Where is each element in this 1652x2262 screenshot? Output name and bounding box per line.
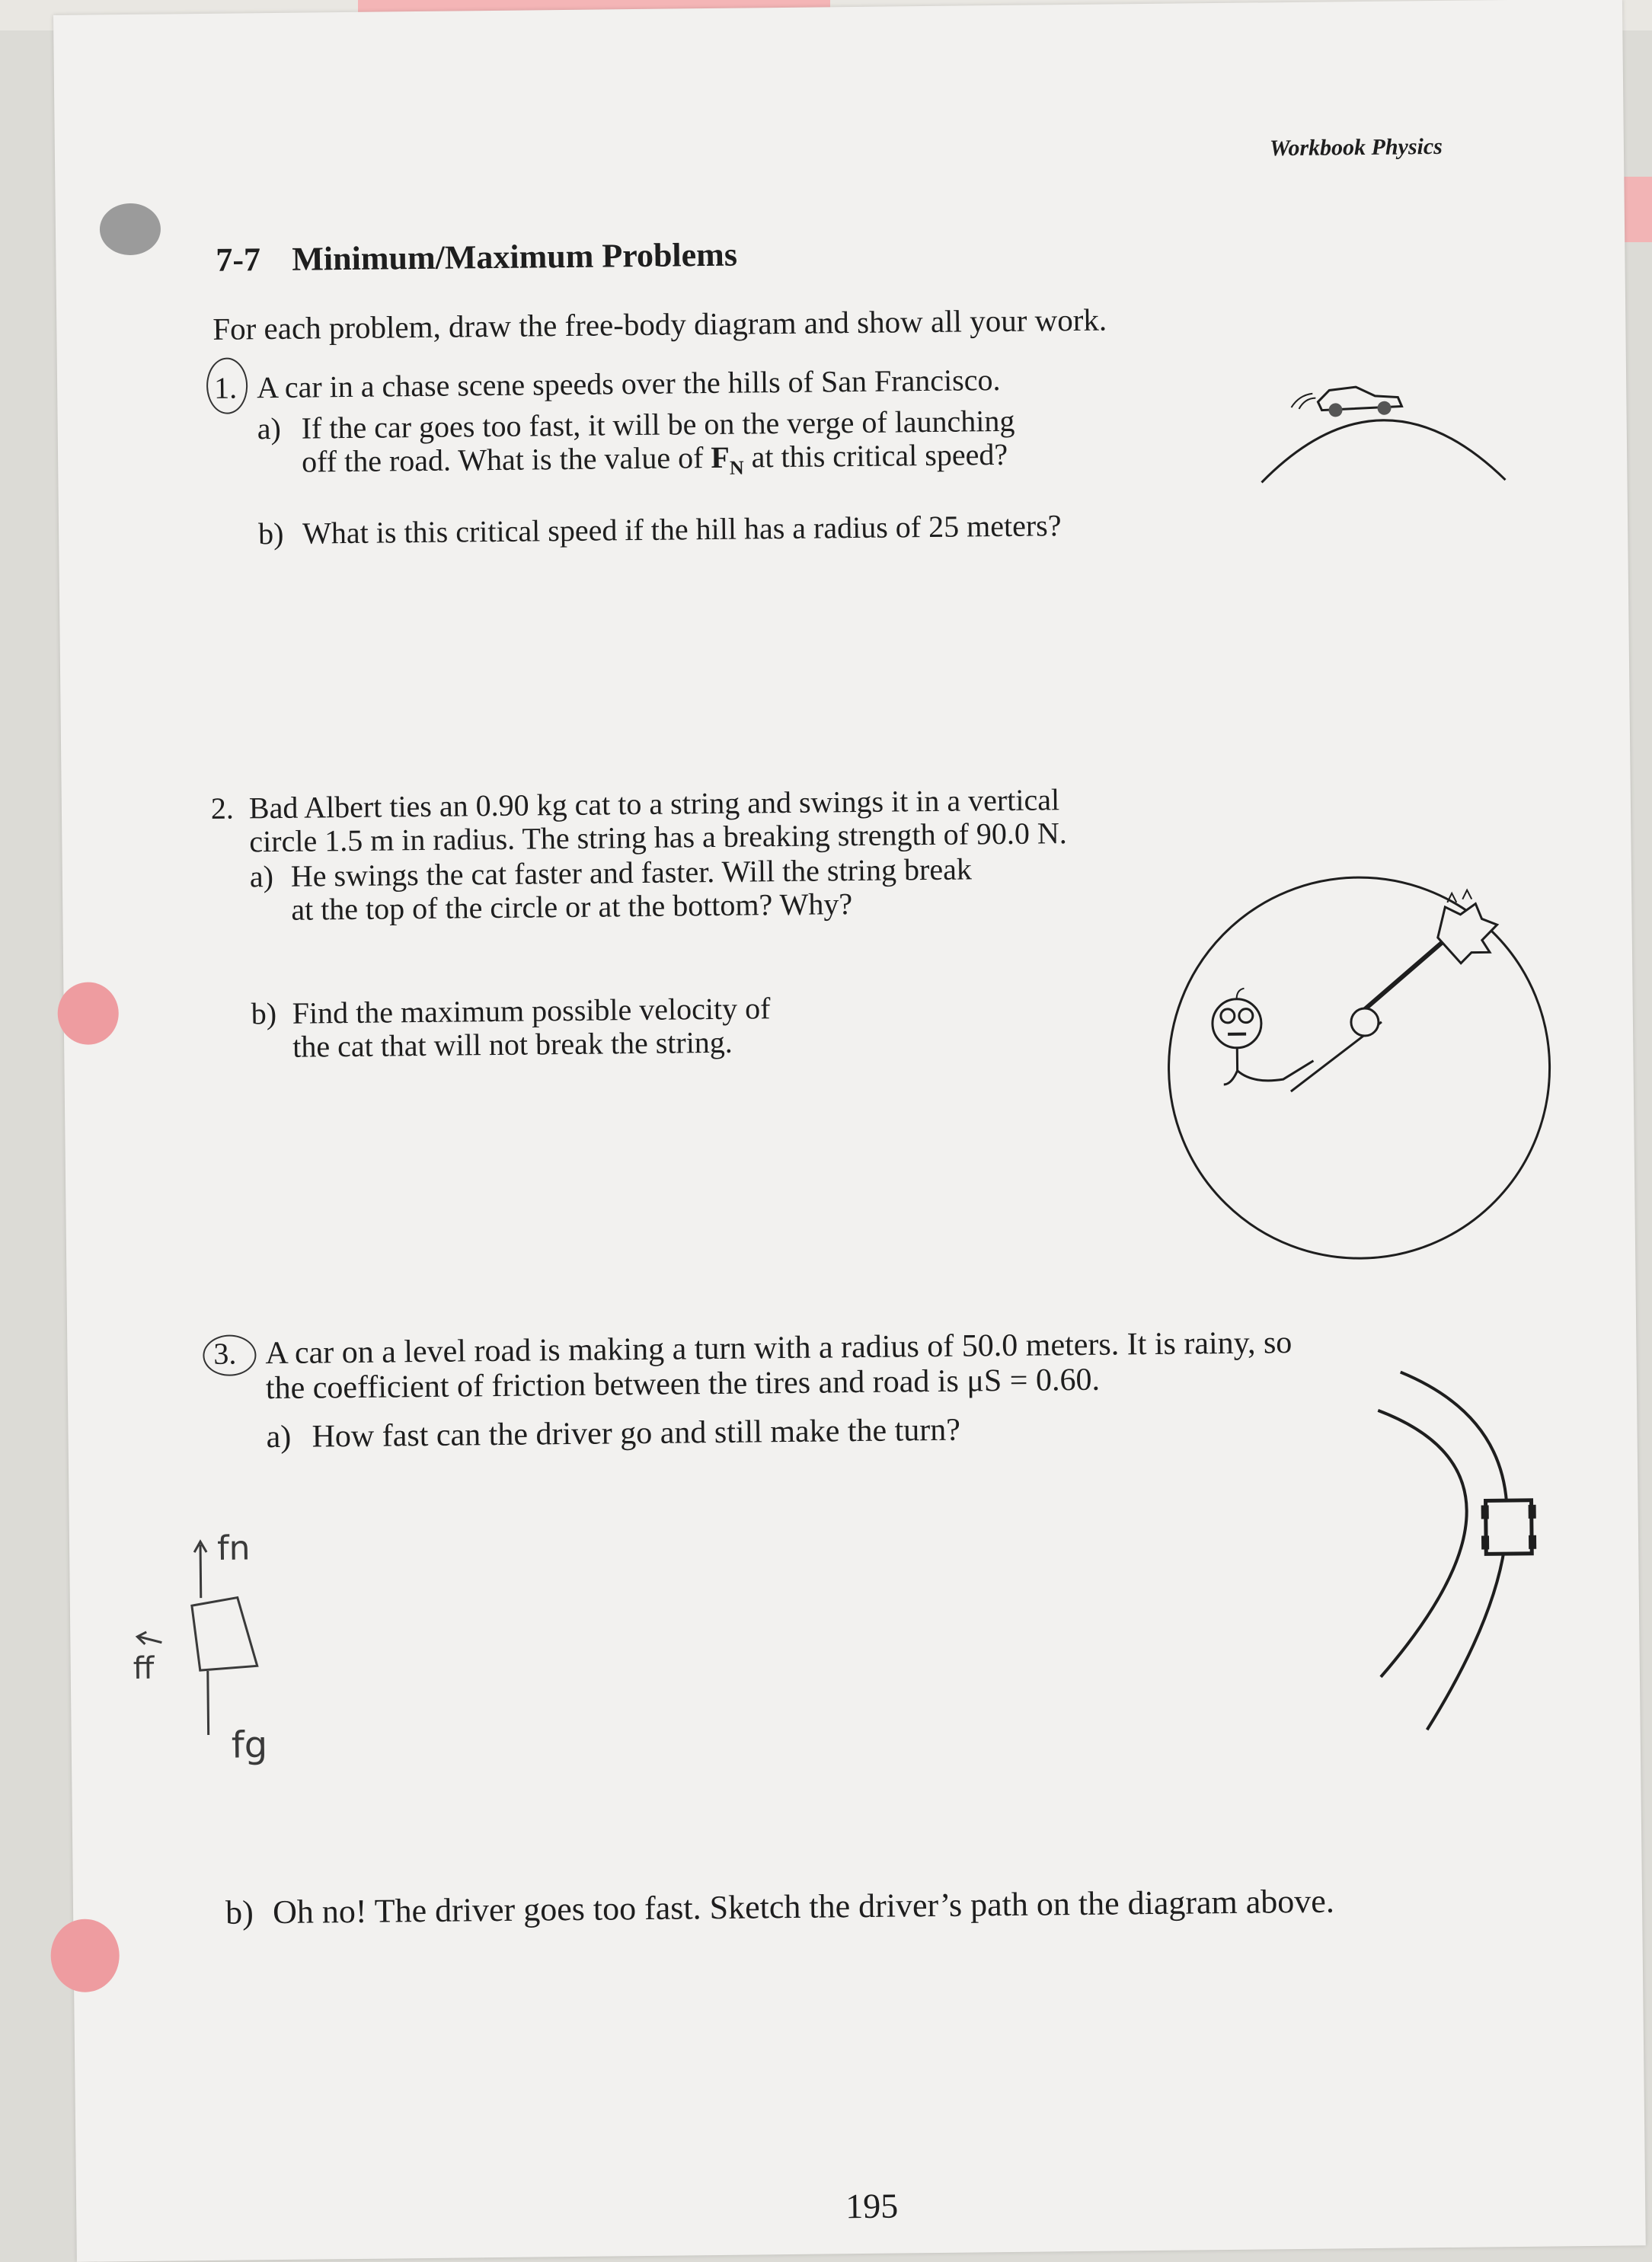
problem-2a-line2: at the top of the circle or at the bottom? Why? bbox=[291, 886, 852, 928]
problem-2a-line1: He swings the cat faster and faster. Will the string break bbox=[291, 851, 973, 894]
car-top-view-icon bbox=[1481, 1500, 1537, 1554]
problem-1a-label: a) bbox=[257, 411, 281, 447]
problem-2b-line2: the cat that will not break the string. bbox=[292, 1024, 733, 1066]
vertical-circle-figure bbox=[1159, 867, 1559, 1267]
hill-arc bbox=[1261, 419, 1506, 482]
problem-1-text: A car in a chase scene speeds over the hills of San Francisco. bbox=[257, 362, 1001, 406]
page-number: 195 bbox=[845, 2188, 898, 2225]
section-title: Minimum/Maximum Problems bbox=[292, 237, 737, 278]
fbd-box bbox=[192, 1597, 257, 1670]
car-icon bbox=[1291, 386, 1401, 417]
problem-3-line1: A car on a level road is making a turn with a radius of 50.0 meters. It is rainy, so bbox=[265, 1324, 1292, 1372]
workbook-header: Workbook Physics bbox=[1270, 129, 1443, 167]
problem-3a-label: a) bbox=[266, 1419, 291, 1455]
problem-1b-text: What is this critical speed if the hill has a radius of 25 meters? bbox=[302, 507, 1062, 551]
problem-1a-line1: If the car goes too fast, it will be on the verge of launching bbox=[301, 403, 1015, 447]
problem-2b-line1: Find the maximum possible velocity of bbox=[292, 990, 770, 1032]
albert-figure bbox=[1212, 988, 1313, 1085]
normal-force-arrow bbox=[200, 1545, 201, 1598]
problem-3a-text: How fast can the driver go and still make the turn? bbox=[312, 1412, 960, 1455]
problem-3-line2: the coefficient of friction between the tires and road is μS = 0.60. bbox=[266, 1362, 1101, 1407]
problem-3-number: 3. bbox=[213, 1336, 237, 1372]
problem-1a-line2 bbox=[302, 436, 1008, 491]
instructions: For each problem, draw the free-body diagram and show all your work. bbox=[212, 302, 1107, 347]
swing-circle bbox=[1167, 876, 1551, 1260]
binder-hole-bottom bbox=[50, 1919, 120, 1992]
problem-3b-text: Oh no! The driver goes too fast. Sketch the driver’s path on the diagram above. bbox=[273, 1883, 1334, 1931]
gravity-force-arrow bbox=[208, 1671, 209, 1735]
problem-3b-label: b) bbox=[225, 1894, 254, 1931]
problem-1-number: 1. bbox=[214, 370, 238, 407]
force-symbol: F bbox=[711, 440, 730, 474]
problem-1a-line2-post: at this critical speed? bbox=[743, 437, 1008, 474]
problem-1b-label: b) bbox=[258, 516, 284, 552]
road-inner-edge bbox=[1378, 1410, 1468, 1677]
curve-road-figure bbox=[1363, 1363, 1580, 1746]
binder-hole-top bbox=[100, 203, 161, 256]
hill-car-figure bbox=[1245, 358, 1521, 506]
problem-2-line2: circle 1.5 m in radius. The string has a breaking strength of 90.0 N. bbox=[249, 815, 1067, 860]
binder-hole-middle bbox=[57, 982, 119, 1045]
handwritten-fn-label: fn bbox=[217, 1530, 251, 1567]
worksheet-page bbox=[53, 0, 1646, 2262]
handwritten-ff-label: ff bbox=[133, 1650, 154, 1687]
string-and-arm bbox=[1289, 930, 1459, 1091]
handwritten-fg-label: fg bbox=[232, 1727, 268, 1763]
problem-1a-line2-pre: off the road. What is the value of bbox=[302, 440, 711, 479]
problem-2b-label: b) bbox=[251, 995, 276, 1032]
force-subscript: N bbox=[730, 457, 744, 479]
problem-2-number: 2. bbox=[211, 791, 235, 827]
problem-2a-label: a) bbox=[250, 858, 274, 895]
section-number: 7-7 bbox=[216, 241, 260, 279]
cat-icon bbox=[1437, 890, 1497, 963]
problem-2-line1: Bad Albert ties an 0.90 kg cat to a string and swings it in a vertical bbox=[249, 781, 1060, 826]
